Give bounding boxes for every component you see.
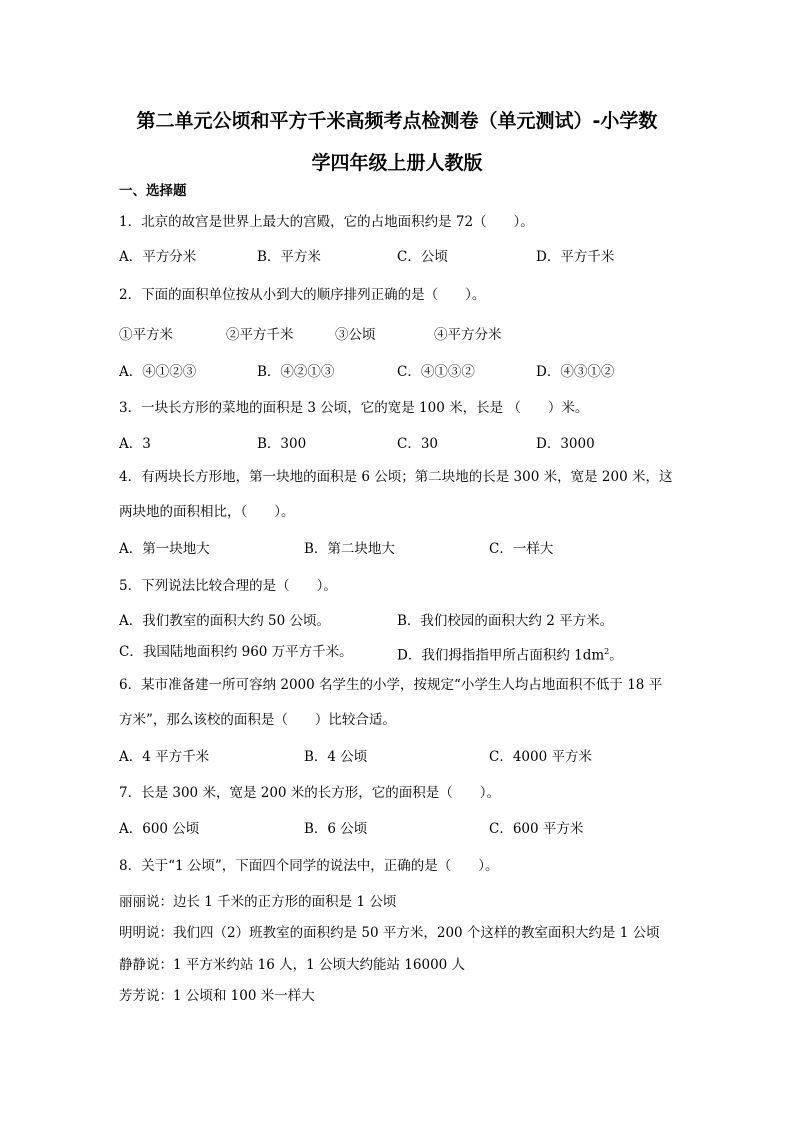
q2-item-2: ②平方千米	[226, 327, 294, 343]
q8-statement: 静静说：1 平方米约站 16 人，1 公顷大约能站 16000 人	[119, 957, 466, 973]
q3-option-c: C．30	[397, 436, 439, 452]
q4-option-a: A．第一块地大	[119, 541, 210, 557]
page-title-line-2: 学四年级上册人教版	[311, 152, 483, 174]
q7-option-c: C．600 平方米	[489, 821, 584, 837]
q1-option-c: C．公顷	[397, 249, 448, 265]
q2-option-b: B．④②①③	[257, 364, 335, 380]
question-2-stem: 2．下面的面积单位按从小到大的顺序排列正确的是（ ）。	[119, 287, 486, 303]
question-1-stem: 1．北京的故宫是世界上最大的宫殿，它的占地面积约是 72（ ）。	[119, 214, 534, 230]
question-5-stem: 5．下列说法比较合理的是（ ）。	[119, 578, 337, 594]
q5-option-a: A．我们教室的面积大约 50 公顷。	[119, 613, 331, 629]
q3-option-a: A．3	[119, 436, 151, 452]
q8-statement: 芳芳说：1 公顷和 100 米一样大	[119, 988, 315, 1004]
section-heading: 一、选择题	[119, 183, 187, 199]
q2-item-1: ①平方米	[119, 327, 173, 343]
q4-option-b: B．第二块地大	[304, 541, 395, 557]
q2-option-a: A．④①②③	[119, 364, 197, 380]
q5-option-c: C．我国陆地面积约 960 万平方千米。	[119, 644, 353, 660]
q5-option-d-end: 。	[609, 647, 623, 664]
q7-option-a: A．600 公顷	[119, 821, 200, 837]
q3-option-d: D．3000	[536, 436, 595, 452]
q2-item-3: ③公顷	[335, 327, 376, 343]
q2-item-4: ④平方分米	[434, 327, 502, 343]
question-8-stem: 8．关于“1 公顷”，下面四个同学的说法中，正确的是（ ）。	[119, 858, 499, 874]
q7-option-b: B．6 公顷	[304, 821, 368, 837]
q8-statement: 明明说：我们四（2）班教室的面积约是 50 平方米，200 个这样的教室面积大约是 1 公顷	[119, 925, 660, 941]
q6-option-b: B．4 公顷	[304, 749, 368, 765]
question-7-stem: 7．长是 300 米，宽是 200 米的长方形，它的面积是（ ）。	[119, 785, 501, 801]
q6-option-c: C．4000 平方米	[489, 749, 592, 765]
q4-option-c: C．一样大	[489, 541, 554, 557]
question-4-stem-line-1: 4．有两块长方形地，第一块地的面积是 6 公顷；第二块地的长是 300 米，宽是 200 米，这	[119, 469, 673, 485]
q6-option-a: A．4 平方千米	[119, 749, 210, 765]
q5-option-d	[397, 642, 623, 666]
q2-option-c: C．④①③②	[397, 364, 475, 380]
q2-option-d: D．④③①②	[536, 364, 615, 380]
page-title-line-1: 第二单元公顷和平方千米高频考点检测卷（单元测试）-小学数	[136, 110, 658, 132]
q1-option-b: B．平方米	[257, 249, 321, 265]
q5-option-b: B．我们校园的面积大约 2 平方米。	[397, 613, 614, 629]
q5-option-d-text: D．我们拇指指甲所占面积约 1dm	[397, 647, 605, 664]
q3-option-b: B．300	[257, 436, 307, 452]
q8-statement: 丽丽说：边长 1 千米的正方形的面积是 1 公顷	[119, 894, 397, 910]
q5-option-d-superscript: 2	[604, 647, 610, 656]
q1-option-a: A．平方分米	[119, 249, 197, 265]
question-3-stem: 3．一块长方形的菜地的面积是 3 公顷，它的宽是 100 米，长是 （ ）米。	[119, 400, 589, 416]
question-6-stem-line-1: 6．某市准备建一所可容纳 2000 名学生的小学，按规定“小学生人均占地面积不低于 18 平	[119, 677, 663, 693]
question-4-stem-line-2: 两块地的面积相比，（ ）。	[119, 504, 295, 520]
q1-option-d: D．平方千米	[536, 249, 615, 265]
question-6-stem-line-2: 方米”，那么该校的面积是（ ）比较合适。	[119, 712, 396, 728]
